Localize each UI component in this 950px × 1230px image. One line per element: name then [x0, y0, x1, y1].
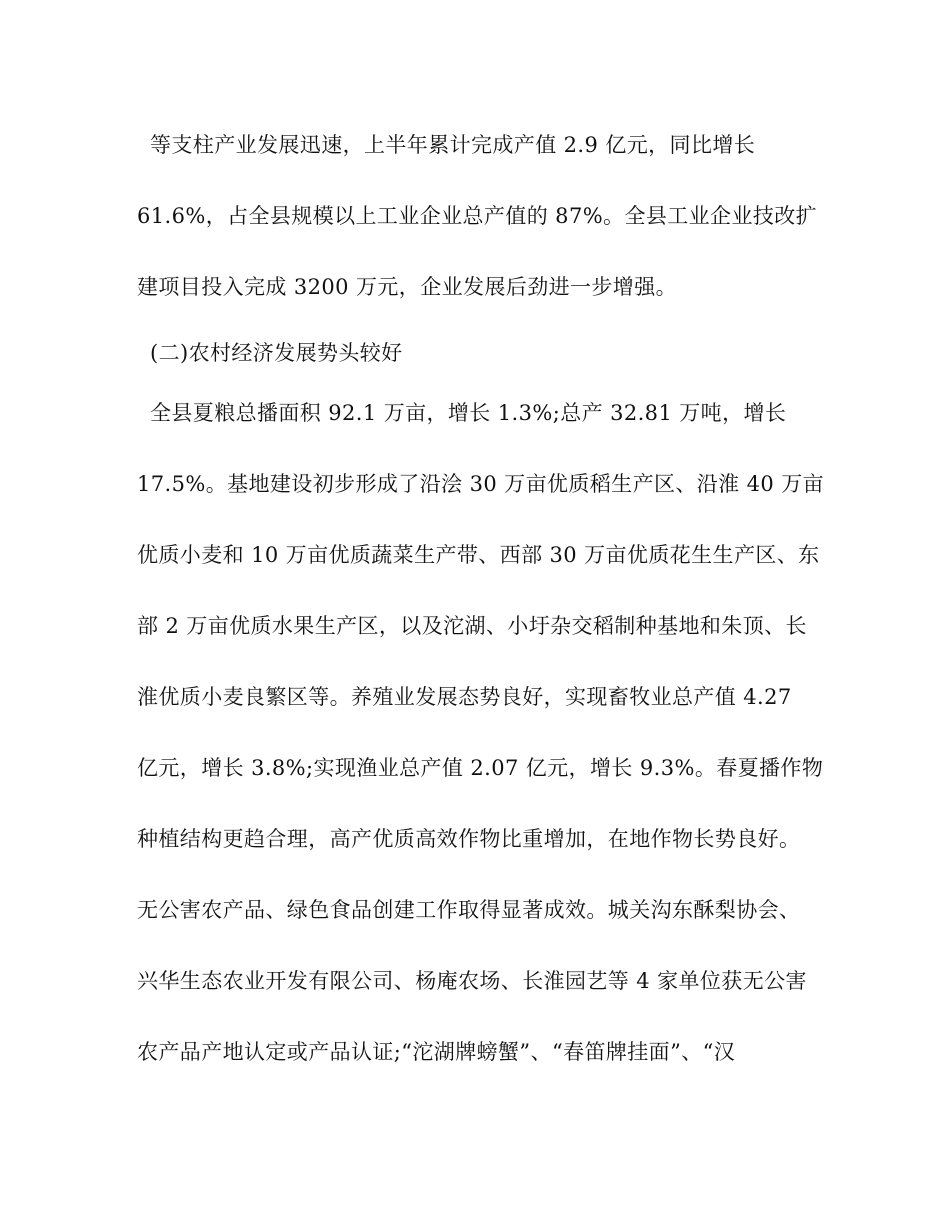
text-line: 等支柱产业发展迅速，上半年累计完成产值 2.9 亿元，同比增长 [150, 133, 756, 157]
text-line: 农产品产地认定或产品认证;“沱湖牌螃蟹”、“春笛牌挂面”、“汉 [137, 1040, 736, 1064]
text-line: 淮优质小麦良繁区等。养殖业发展态势良好，实现畜牧业总产值 4.27 [137, 685, 792, 709]
text-line: 种植结构更趋合理，高产优质高效作物比重增加，在地作物长势良好。 [137, 827, 801, 851]
text-line: 兴华生态农业开发有限公司、杨庵农场、长淮园艺等 4 家单位获无公害 [137, 969, 807, 993]
section-heading: (二)农村经济发展势头较好 [150, 341, 403, 365]
text-line: 建项目投入完成 3200 万元，企业发展后劲进一步增强。 [137, 275, 677, 299]
text-line: 部 2 万亩优质水果生产区，以及沱湖、小圩杂交稻制种基地和朱顶、长 [137, 614, 807, 638]
text-line: 全县夏粮总播面积 92.1 万亩，增长 1.3%;总产 32.81 万吨，增长 [150, 401, 787, 425]
text-line: 优质小麦和 10 万亩优质蔬菜生产带、西部 30 万亩优质花生生产区、东 [137, 543, 820, 567]
text-line: 无公害农产品、绿色食品创建工作取得显著成效。城关沟东酥梨协会、 [137, 898, 801, 922]
text-line: 亿元，增长 3.8%;实现渔业总产值 2.07 亿元，增长 9.3%。春夏播作物 [137, 756, 824, 780]
text-line: 17.5%。基地建设初步形成了沿浍 30 万亩优质稻生产区、沿淮 40 万亩 [137, 472, 825, 496]
text-line: 61.6%，占全县规模以上工业企业总产值的 87%。全县工业企业技改扩 [137, 204, 818, 228]
